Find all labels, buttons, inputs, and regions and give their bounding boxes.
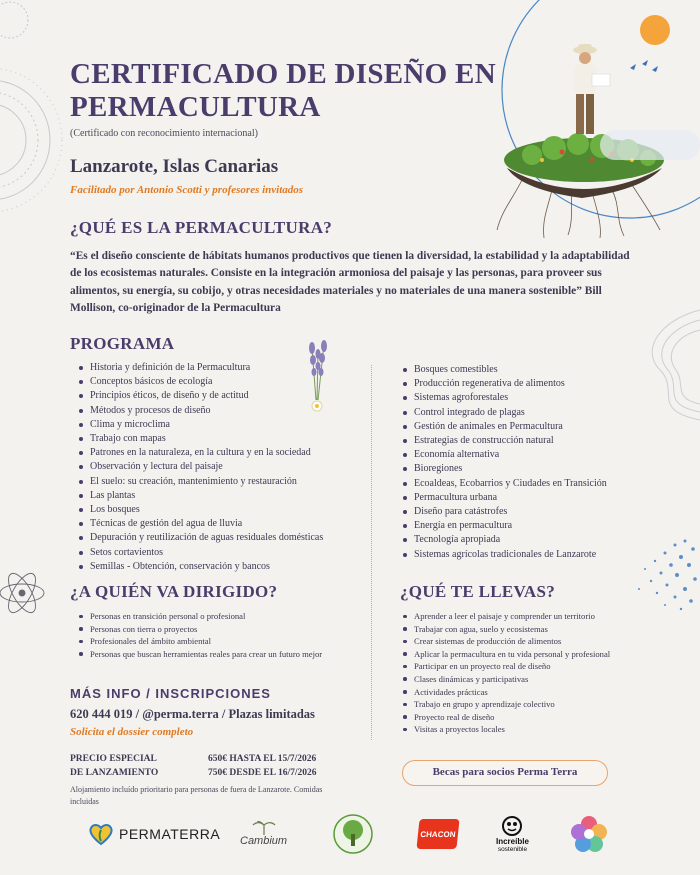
list-item: Proyecto real de diseño	[400, 711, 650, 724]
sostenible-wordmark: sostenible	[497, 845, 528, 853]
increible-sostenible-logo	[496, 812, 529, 856]
tree-icon	[333, 814, 373, 854]
programa-right-list	[400, 363, 640, 562]
list-item: Técnicas de gestión del agua de lluvia	[76, 517, 366, 531]
mandala-left-decoration	[0, 0, 70, 300]
contact-line[interactable]: 620 444 019 / @perma.terra / Plazas limitadas	[70, 707, 315, 721]
list-item: Bioregiones	[400, 462, 640, 476]
chacon-badge	[416, 819, 459, 849]
takeaways-list	[400, 610, 650, 736]
list-item: Economía alternativa	[400, 448, 640, 462]
list-item: Las plantas	[76, 489, 366, 503]
list-item: Sistemas agrícolas tradicionales de Lanzarote	[400, 548, 640, 562]
about-heading: ¿QUÉ ES LA PERMACULTURA?	[70, 218, 333, 237]
location: Lanzarote, Islas Canarias	[70, 156, 279, 177]
accommodation-note: Alojamiento incluído prioritario para personas de fuera de Lanzarote. Comidas incluidas	[70, 785, 323, 806]
list-item: Actividades prácticas	[400, 686, 650, 699]
list-item: Depuración y reutilización de aguas residuales domésticas	[76, 531, 366, 545]
chacon-wordmark: CHACON	[419, 829, 457, 839]
increible-wordmark: Increíble	[496, 836, 529, 846]
cambium-wordmark: Cambium	[240, 835, 288, 847]
page-title: CERTIFICADO DE DISEÑO EN PERMACULTURA	[70, 58, 496, 123]
list-item: Semillas - Obtención, conservación y bancos	[76, 560, 366, 574]
list-item: Los bosques	[76, 503, 366, 517]
list-item: Aprender a leer el paisaje y comprender un territorio	[400, 610, 650, 623]
chacon-logo	[418, 812, 458, 856]
list-item: Observación y lectura del paisaje	[76, 460, 366, 474]
list-item: Trabajo en grupo y aprendizaje colectivo	[400, 698, 650, 711]
list-item: Clima y microclima	[76, 418, 366, 432]
list-item: Participar en un proyecto real de diseño	[400, 660, 650, 673]
heart-icon	[88, 821, 114, 847]
list-item: Conceptos básicos de ecología	[76, 375, 366, 389]
academia-logo	[333, 812, 373, 856]
list-item: Sistemas agroforestales	[400, 391, 640, 405]
list-item: Bosques comestibles	[400, 363, 640, 377]
price-values	[208, 752, 316, 780]
list-item: Tecnología apropiada	[400, 533, 640, 547]
list-item: Trabajo con mapas	[76, 432, 366, 446]
list-item: Producción regenerativa de alimentos	[400, 377, 640, 391]
cloud-decoration	[600, 130, 700, 160]
list-item: Historia y definición de la Permacultura	[76, 361, 366, 375]
price-early: 650€ HASTA EL 15/7/2026	[208, 754, 317, 764]
info-heading: MÁS INFO / INSCRIPCIONES	[70, 686, 271, 701]
circle-figure-icon	[501, 815, 523, 837]
colorful-flower-logo	[568, 812, 610, 856]
certificate-subtitle: (Certificado con reconocimiento internacional)	[70, 128, 258, 139]
list-item: Visitas a proyectos locales	[400, 723, 650, 736]
list-item: Ecoaldeas, Ecobarrios y Ciudades en Transición	[400, 477, 640, 491]
atom-decoration	[0, 560, 60, 630]
audience-list	[76, 610, 341, 660]
list-item: Crear sistemas de producción de alimentos	[400, 635, 650, 648]
list-item: Personas en transición personal o profesional	[76, 610, 341, 623]
becas-button[interactable]: Becas para socios Perma Terra	[402, 760, 608, 786]
flower-icon	[568, 813, 610, 855]
price-label-line-2: DE LANZAMIENTO	[70, 768, 159, 778]
price-label-line-1: PRECIO ESPECIAL	[70, 754, 157, 764]
cambium-logo	[240, 812, 287, 856]
programa-heading: PROGRAMA	[70, 334, 175, 353]
takeaways-heading: ¿QUÉ TE LLEVAS?	[400, 582, 556, 601]
list-item: Diseño para catástrofes	[400, 505, 640, 519]
price-label	[70, 752, 200, 780]
list-item: Métodos y procesos de diseño	[76, 404, 366, 418]
palm-icon	[249, 821, 279, 835]
list-item: Principios éticos, de diseño y de actitud	[76, 389, 366, 403]
permaterra-wordmark: PERMATERRA	[119, 826, 221, 842]
list-item: Trabajar con agua, suelo y ecosistemas	[400, 623, 650, 636]
list-item: Setos cortavientos	[76, 546, 366, 560]
list-item: Estrategias de construcción natural	[400, 434, 640, 448]
audience-heading: ¿A QUIÉN VA DIRIGIDO?	[70, 582, 278, 601]
list-item: Clases dinámicas y participativas	[400, 673, 650, 686]
facilitator: Facilitado por Antonio Scotti y profesores invitados	[70, 184, 304, 196]
list-item: Control integrado de plagas	[400, 406, 640, 420]
list-item: Aplicar la permacultura en tu vida personal y profesional	[400, 648, 650, 661]
list-item: Personas con tierra o proyectos	[76, 623, 341, 636]
column-divider	[371, 365, 372, 740]
list-item: Permacultura urbana	[400, 491, 640, 505]
list-item: Gestión de animales en Permacultura	[400, 420, 640, 434]
list-item: Energía en permacultura	[400, 519, 640, 533]
list-item: El suelo: su creación, mantenimiento y restauración	[76, 475, 366, 489]
programa-left-list	[76, 361, 366, 574]
list-item: Profesionales del ámbito ambiental	[76, 635, 341, 648]
mollison-quote: “Es el diseño consciente de hábitats humanos productivos que tienen la diversidad, la estabilidad y la adaptabilidad de los ecosistemas naturales. Consiste en la integración armoniosa del paisaje y las personas, para proveer sus alimentos, su energía, su cobijo, y otras necesidades materiales y no materiales de una manera sostenible” Bill Mollison, co-originador de la Permacultura	[70, 250, 630, 315]
list-item: Patrones en la naturaleza, en la cultura y en la sociedad	[76, 446, 366, 460]
price-late: 750€ DESDE EL 16/7/2026	[208, 768, 317, 778]
permaterra-logo	[88, 812, 220, 856]
list-item: Personas que buscan herramientas reales para crear un futuro mejor	[76, 648, 341, 661]
dossier-link[interactable]: Solicita el dossier completo	[70, 726, 194, 738]
